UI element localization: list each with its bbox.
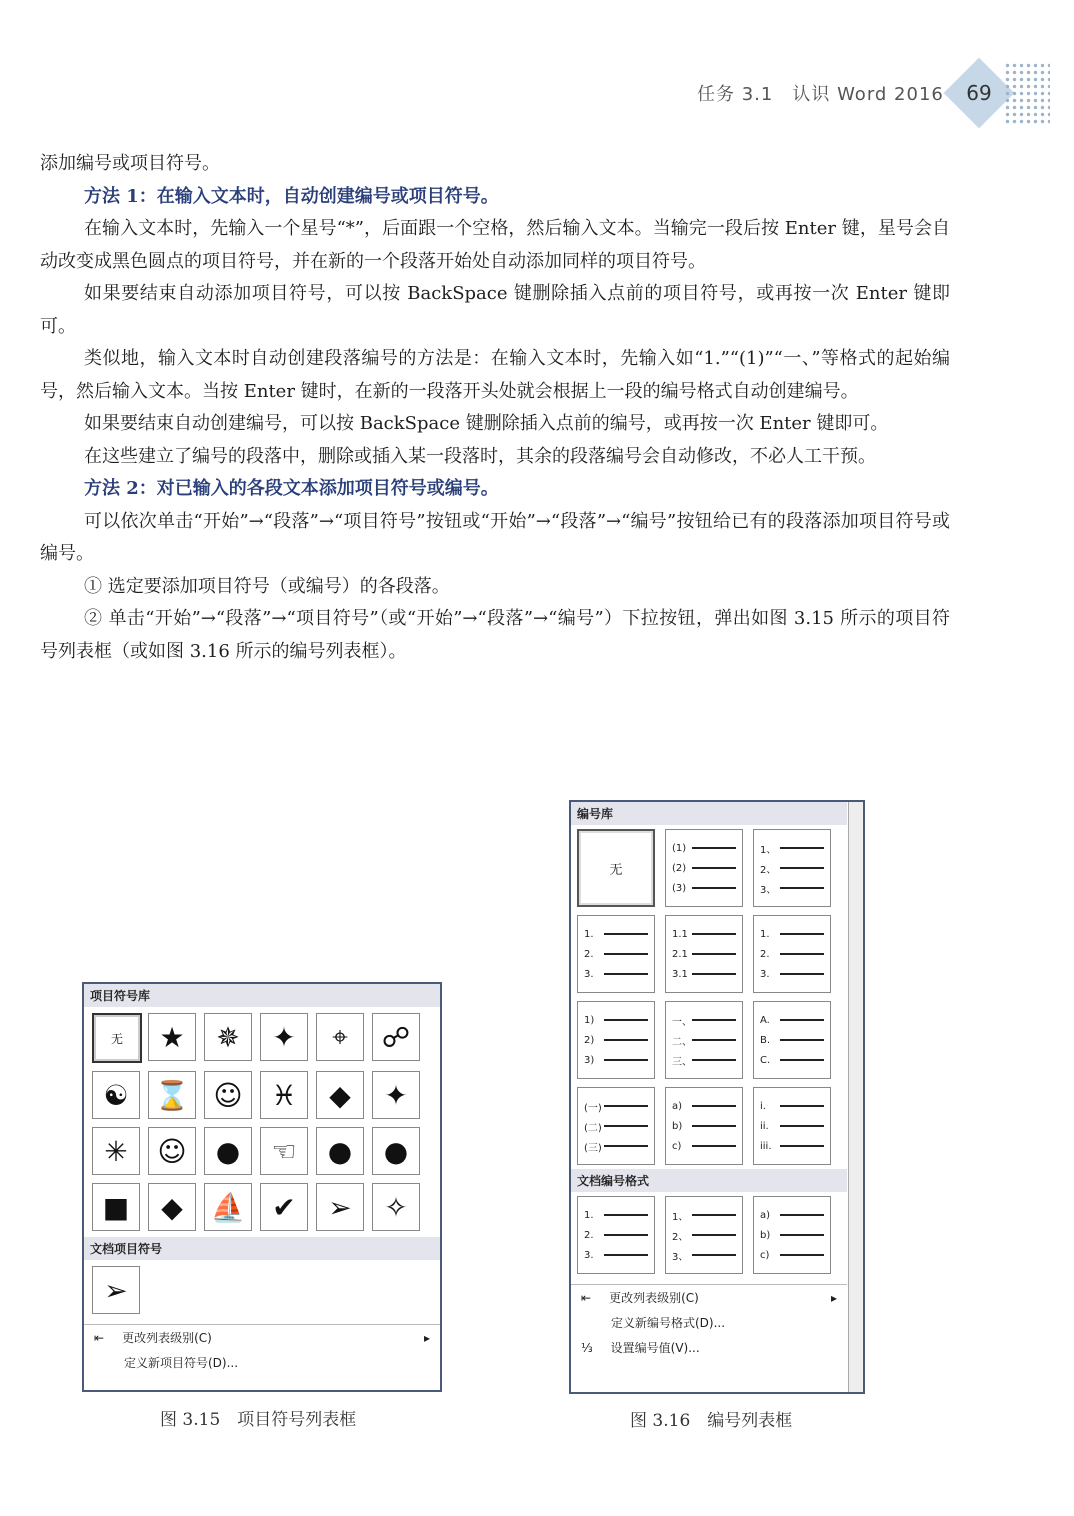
menu-label: 更改列表级别(C) — [609, 1291, 699, 1305]
number-label: 3) — [584, 1054, 595, 1066]
method-heading: 方法 1：在输入文本时，自动创建编号或项目符号。 — [84, 185, 499, 207]
numbering-none[interactable]: 无 — [577, 829, 655, 907]
numbering-option[interactable] — [577, 915, 655, 993]
number-label: 2. — [760, 948, 770, 960]
number-label: (1) — [672, 842, 687, 854]
bullet-list-panel — [82, 982, 442, 1392]
change-list-level-menu[interactable] — [84, 1325, 440, 1350]
bullet-grid — [84, 1007, 440, 1237]
bullet-option[interactable]: ● — [372, 1127, 420, 1175]
bullet-option[interactable]: ★ — [148, 1013, 196, 1061]
bullet-option[interactable]: ✳ — [92, 1127, 140, 1175]
bullet-option[interactable]: ◆ — [316, 1071, 364, 1119]
paragraph: 可以依次单击“开始”→“段落”→“项目符号”按钮或“开始”→“段落”→“编号”按钮给已有的段落添加项目符号或编号。 — [40, 510, 950, 564]
bullet-option[interactable]: ● — [316, 1127, 364, 1175]
number-label: c) — [760, 1249, 770, 1261]
bullet-option[interactable]: ✦ — [260, 1013, 308, 1061]
number-label: (一) — [584, 1102, 602, 1114]
number-label: 3. — [584, 1249, 594, 1261]
running-title: 任务 3.1 认识 Word 2016 — [697, 84, 944, 105]
numbering-option[interactable] — [753, 915, 831, 993]
document-numbering-header: 文档编号格式 — [571, 1169, 847, 1192]
number-label: (三) — [584, 1142, 602, 1154]
number-label: A. — [760, 1014, 770, 1026]
bullet-option[interactable]: ● — [204, 1127, 252, 1175]
chevron-right-icon: ▸ — [830, 1290, 837, 1305]
number-label: b) — [672, 1120, 683, 1132]
figure-caption: 图 3.16 编号列表框 — [630, 1411, 793, 1431]
number-label: 1. — [584, 1209, 594, 1221]
menu-label: 设置编号值(V)... — [610, 1341, 700, 1355]
paragraph: 如果要结束自动添加项目符号，可以按 BackSpace 键删除插入点前的项目符号，或再按一次 Enter 键即可。 — [40, 283, 950, 337]
number-label: 2.1 — [672, 948, 688, 960]
bullet-option[interactable]: ⛵ — [204, 1183, 252, 1231]
bullet-option[interactable]: ☍ — [372, 1013, 420, 1061]
scrollbar[interactable] — [848, 802, 863, 1392]
document-numbering-grid — [571, 1192, 847, 1278]
number-label: 2. — [584, 948, 594, 960]
bullet-option[interactable]: ☺ — [148, 1127, 196, 1175]
bullet-option[interactable]: ✔ — [260, 1183, 308, 1231]
numbering-grid — [571, 825, 847, 1169]
number-label: 3、 — [672, 1251, 689, 1263]
define-new-number-format-menu[interactable] — [571, 1310, 847, 1335]
number-label: (3) — [672, 882, 687, 894]
bullet-option[interactable]: ♓ — [260, 1071, 308, 1119]
bullet-option[interactable]: ⌛ — [148, 1071, 196, 1119]
bullet-option[interactable]: ☯ — [92, 1071, 140, 1119]
paragraph: 类似地，输入文本时自动创建段落编号的方法是：在输入文本时，先输入如“1.”“(1)”“一、”等格式的起始编号，然后输入文本。当按 Enter 键时，在新的一段落开头处就会根据上一段的编号格式自动创建编号。 — [40, 348, 950, 402]
number-label: ii. — [760, 1120, 769, 1132]
bullet-option[interactable]: ◆ — [148, 1183, 196, 1231]
number-label: b) — [760, 1229, 771, 1241]
number-label: 三、 — [672, 1056, 692, 1068]
number-label: (2) — [672, 862, 687, 874]
number-label: i. — [760, 1100, 766, 1112]
number-label: 2、 — [760, 864, 777, 876]
paragraph: ② 单击“开始”→“段落”→“项目符号”（或“开始”→“段落”→“编号”）下拉按钮，弹出如图 3.15 所示的项目符号列表框（或如图 3.16 所示的编号列表框）。 — [40, 608, 950, 662]
change-list-level-menu[interactable] — [571, 1285, 847, 1310]
number-label: 3、 — [760, 884, 777, 896]
bullet-library-header: 项目符号库 — [84, 984, 440, 1007]
numbering-option[interactable] — [577, 1001, 655, 1079]
numbering-option[interactable] — [665, 1001, 743, 1079]
number-label: 二、 — [672, 1036, 692, 1048]
numbering-list-panel — [569, 800, 865, 1394]
number-label: C. — [760, 1054, 771, 1066]
indent-icon: ⇤ — [581, 1290, 592, 1305]
document-bullets-header: 文档项目符号 — [84, 1237, 440, 1260]
menu-label: 更改列表级别(C) — [122, 1331, 212, 1345]
page-number: 69 — [966, 81, 992, 105]
number-label: 2) — [584, 1034, 595, 1046]
indent-icon: ⇤ — [94, 1330, 105, 1345]
number-label: 2. — [584, 1229, 594, 1241]
number-label: 3.1 — [672, 968, 688, 980]
bullet-none[interactable]: 无 — [92, 1013, 142, 1063]
numbering-option[interactable] — [665, 915, 743, 993]
number-label: 1、 — [760, 844, 777, 856]
numbering-option[interactable] — [665, 829, 743, 907]
numbering-option[interactable] — [665, 1087, 743, 1165]
numbering-library-header: 编号库 — [571, 802, 847, 825]
number-label: 1. — [760, 928, 770, 940]
numbering-option[interactable] — [753, 1196, 831, 1274]
number-label: 1、 — [672, 1211, 689, 1223]
number-label: B. — [760, 1034, 771, 1046]
figure-caption: 图 3.15 项目符号列表框 — [160, 1410, 357, 1430]
number-label: a) — [760, 1209, 771, 1221]
paragraph: ① 选定要添加项目符号（或编号）的各段落。 — [84, 575, 450, 597]
number-label: (二) — [584, 1122, 602, 1134]
menu-label: 定义新项目符号(D)... — [124, 1356, 239, 1370]
set-numbering-value-menu[interactable] — [571, 1335, 847, 1360]
bullet-option[interactable]: ✦ — [372, 1071, 420, 1119]
body-text — [40, 148, 950, 668]
menu-label: 定义新编号格式(D)... — [611, 1316, 726, 1330]
bullet-option[interactable]: ☜ — [260, 1127, 308, 1175]
number-label: 3. — [584, 968, 594, 980]
paragraph: 如果要结束自动创建编号，可以按 BackSpace 键删除插入点前的编号，或再按一次 Enter 键即可。 — [84, 413, 889, 434]
decorative-dot-pattern — [1004, 62, 1050, 126]
paragraph: 在输入文本时，先输入一个星号“*”，后面跟一个空格，然后输入文本。当输完一段后按 Enter 键，星号会自动改变成黑色圆点的项目符号，并在新的一个段落开始处自动添加同样的项目符号。 — [40, 218, 950, 272]
bullet-option[interactable]: ✧ — [372, 1183, 420, 1231]
number-label: 2、 — [672, 1231, 689, 1243]
paragraph: 添加编号或项目符号。 — [40, 153, 220, 174]
numbering-option[interactable] — [665, 1196, 743, 1274]
number-label: 3. — [760, 968, 770, 980]
number-label: c) — [672, 1140, 682, 1152]
numbering-option[interactable] — [753, 1087, 831, 1165]
number-label: 1.1 — [672, 928, 688, 940]
bullet-option[interactable]: ☺ — [204, 1071, 252, 1119]
number-label: 一、 — [672, 1016, 692, 1028]
number-label: iii. — [760, 1140, 772, 1152]
bullet-option[interactable]: ⌖ — [316, 1013, 364, 1061]
numbering-value-icon: ⅓ — [581, 1340, 593, 1355]
numbering-option[interactable] — [577, 1196, 655, 1274]
bullet-option[interactable]: ➢ — [316, 1183, 364, 1231]
paragraph: 在这些建立了编号的段落中，删除或插入某一段落时，其余的段落编号会自动修改，不必人工干预。 — [84, 445, 876, 467]
number-label: 1. — [584, 928, 594, 940]
method-heading: 方法 2：对已输入的各段文本添加项目符号或编号。 — [84, 478, 499, 499]
document-bullet[interactable]: ➢ — [92, 1266, 140, 1314]
number-label: 1) — [584, 1014, 595, 1026]
numbering-option[interactable] — [753, 829, 831, 907]
bullet-option[interactable]: ✵ — [204, 1013, 252, 1061]
numbering-option[interactable] — [577, 1087, 655, 1165]
bullet-option[interactable]: ■ — [92, 1183, 140, 1231]
chevron-right-icon: ▸ — [423, 1330, 430, 1345]
define-new-bullet-menu[interactable] — [84, 1350, 440, 1375]
number-label: a) — [672, 1100, 683, 1112]
numbering-option[interactable] — [753, 1001, 831, 1079]
